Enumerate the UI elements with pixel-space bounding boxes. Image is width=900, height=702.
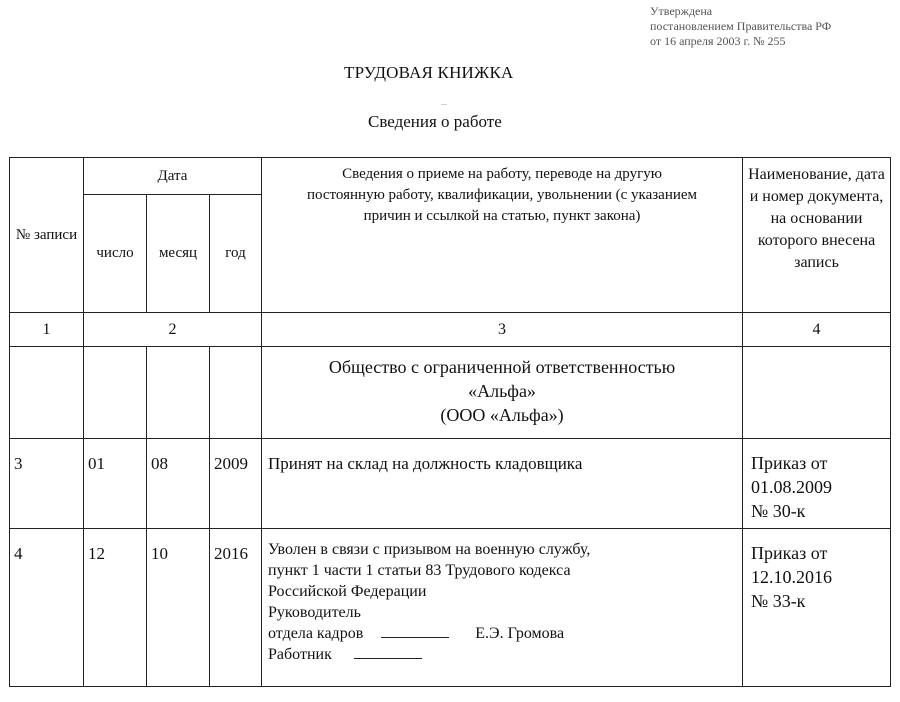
record-year: 2009 — [210, 439, 262, 529]
org-empty-cell — [210, 347, 262, 439]
record-number: 4 — [10, 529, 84, 687]
info-line-5: отдела кадров — [268, 625, 364, 642]
info-line-3: Российской Федерации — [268, 583, 427, 600]
approval-line-2: постановлением Правительства РФ — [650, 19, 832, 33]
header-info-label: Сведения о приеме на работу, переводе на другую постоянную работу, квалификации, увольнении (с указанием причин и ссылкой на статью, пункт закона) — [306, 166, 698, 224]
doc-line-3: № 33-к — [751, 591, 806, 611]
record-month: 08 — [147, 439, 210, 529]
header-document-label: Наименование, дата и номер документа, на основании которого внесена запись — [748, 166, 885, 271]
header-year: год — [210, 195, 262, 313]
approval-note — [650, 4, 890, 49]
header-day: число — [84, 195, 147, 313]
org-empty-cell — [743, 347, 891, 439]
header-document — [743, 158, 891, 313]
doc-line-2: 01.08.2009 — [751, 477, 833, 497]
org-empty-cell — [10, 347, 84, 439]
org-line-2: «Альфа» — [468, 381, 536, 401]
record-document — [743, 529, 891, 687]
signature-line — [354, 646, 422, 659]
column-number-4: 4 — [743, 313, 891, 347]
section-title: Сведения о работе — [368, 112, 502, 131]
org-line-3: (ООО «Альфа») — [440, 405, 564, 425]
signature-hr-row — [268, 623, 736, 644]
header-record-number — [10, 158, 84, 313]
org-empty-cell — [147, 347, 210, 439]
info-line-4: Руководитель — [268, 604, 361, 621]
approval-line-3: от 16 апреля 2003 г. № 255 — [650, 34, 786, 48]
column-number-3: 3 — [262, 313, 743, 347]
signer-name: Е.Э. Громова — [475, 625, 565, 642]
column-number-1: 1 — [10, 313, 84, 347]
info-line-1: Уволен в связи с призывом на военную службу, — [268, 541, 591, 558]
document-title: ТРУДОВАЯ КНИЖКА — [344, 63, 514, 82]
header-info — [262, 158, 743, 313]
signature-worker-row — [268, 644, 736, 665]
record-year: 2016 — [210, 529, 262, 687]
table-row — [10, 529, 891, 687]
header-date-label: Дата — [157, 167, 188, 184]
record-document — [743, 439, 891, 529]
record-number: 3 — [10, 439, 84, 529]
column-number-2: 2 — [84, 313, 262, 347]
work-records-table — [9, 157, 891, 687]
approval-line-1: Утверждена — [650, 4, 713, 18]
table-row — [10, 439, 891, 529]
doc-line-2: 12.10.2016 — [751, 567, 833, 587]
title-dots: ... — [441, 98, 447, 107]
org-empty-cell — [84, 347, 147, 439]
header-month: месяц — [147, 195, 210, 313]
org-line-1: Общество с ограниченной ответственностью — [328, 357, 676, 377]
signature-line — [381, 625, 449, 638]
header-record-number-label: № записи — [15, 226, 78, 243]
record-info — [262, 529, 743, 687]
info-line-2: пункт 1 части 1 статьи 83 Трудового кодекса — [268, 562, 571, 579]
header-date — [84, 158, 262, 195]
record-day: 12 — [84, 529, 147, 687]
record-month: 10 — [147, 529, 210, 687]
record-info: Принят на склад на должность кладовщика — [262, 439, 743, 529]
info-line-6: Работник — [268, 646, 332, 663]
organization-name — [262, 347, 743, 439]
record-day: 01 — [84, 439, 147, 529]
doc-line-1: Приказ от — [751, 453, 828, 473]
doc-line-1: Приказ от — [751, 543, 828, 563]
doc-line-3: № 30-к — [751, 501, 806, 521]
